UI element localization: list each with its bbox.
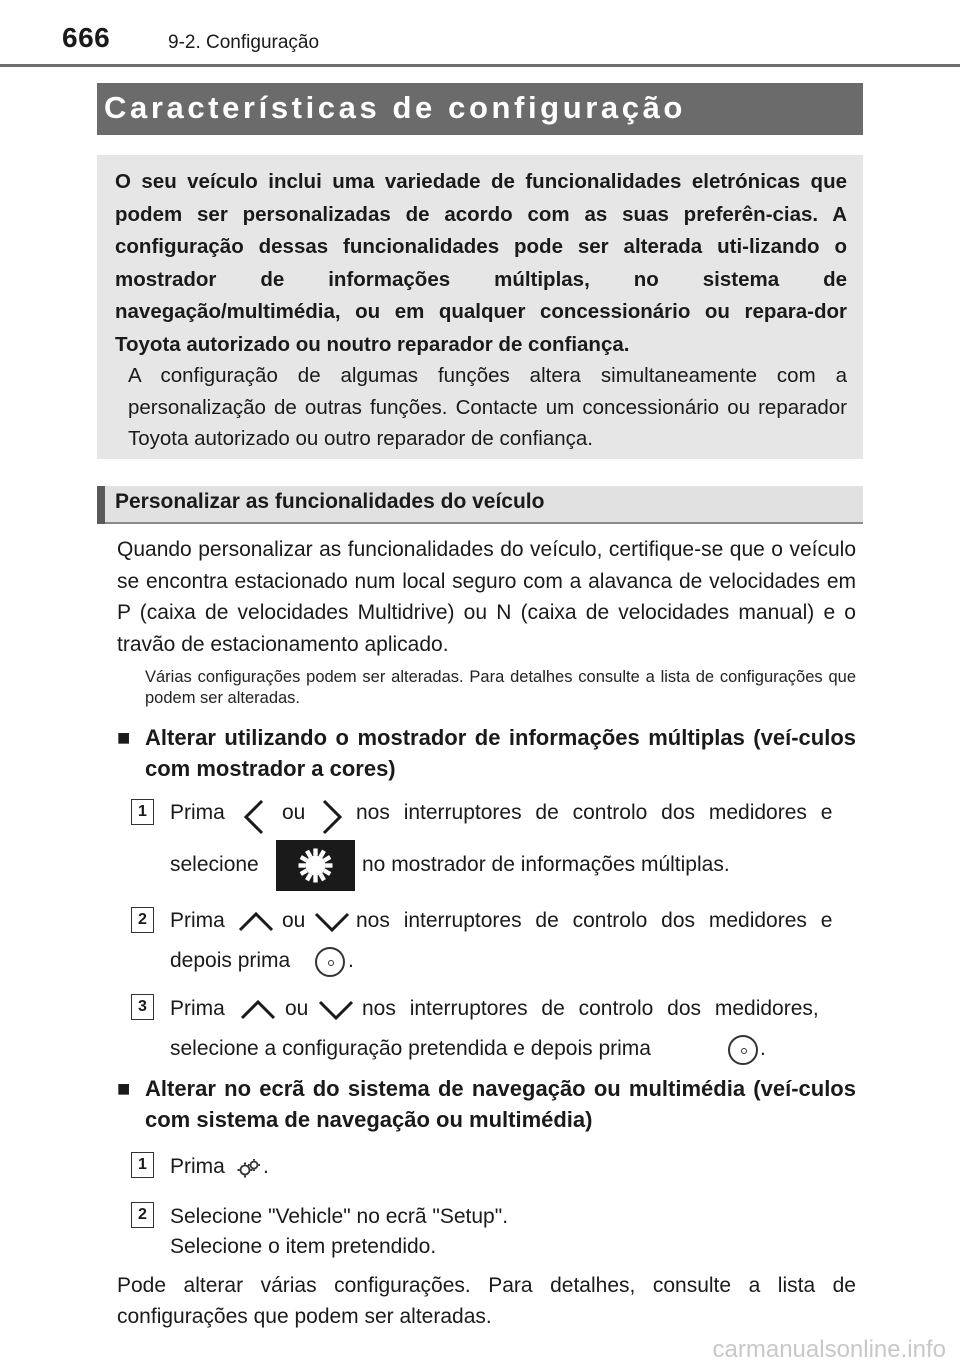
page-number: 666: [62, 22, 111, 53]
intro-bold-text: O seu veículo inclui uma variedade de funcionalidades eletrónicas que podem ser personalizadas de acordo com as suas preferên-cias. A configuração dessas funcionalidades pode ser alterada uti-lizando o mostrador de informações múltiplas, no sistema de navegação/multimédia, ou em qualquer concessionário ou repara-dor Toyota autorizado ou noutro reparador de confiança.: [115, 170, 847, 356]
step-text: ou: [285, 997, 309, 1020]
step-text: depois prima: [170, 949, 291, 972]
header-divider: [0, 64, 960, 67]
setup-gears-icon: [237, 1158, 261, 1180]
chevron-right-icon: [320, 799, 344, 835]
closing-paragraph: Pode alterar várias configurações. Para detalhes, consulte a lista de configurações que podem ser alteradas.: [117, 1274, 856, 1328]
chevron-left-icon: [242, 799, 266, 835]
step-text: .: [760, 1037, 766, 1060]
watermark: carmanualsonline.info: [712, 1336, 946, 1363]
step-text: .: [348, 949, 354, 972]
step-number: 2: [131, 1202, 154, 1228]
step-text: selecione a configuração pretendida e depois prima: [170, 1037, 651, 1060]
step-text: Prima: [170, 997, 225, 1020]
step-text: nos interruptores de controlo dos medidores,: [362, 997, 819, 1020]
body-paragraph: Quando personalizar as funcionalidades do veículo, certifique-se que o veículo se encontra estacionado num local seguro com a alavanca de velocidades em P (caixa de velocidades Multidrive) ou N (caixa de velocidades manual) e o travão de estacionamento aplicado.: [117, 538, 856, 656]
bullet-square-icon: ■: [117, 725, 131, 750]
step-text: nos interruptores de controlo dos medidores e: [356, 801, 833, 824]
step-text: .: [263, 1155, 269, 1178]
step-number: 2: [131, 907, 154, 933]
chevron-down-icon: [314, 910, 350, 934]
section-a-heading: Alterar utilizando o mostrador de informações múltiplas (veí-culos com mostrador a cores): [145, 725, 856, 781]
step-text: nos interruptores de controlo dos medidores e: [356, 909, 833, 932]
step-text: Selecione o item pretendido.: [170, 1235, 437, 1258]
step-text: Prima: [170, 1155, 225, 1178]
step-text: Prima: [170, 801, 225, 824]
chevron-down-icon: [318, 998, 354, 1022]
step-number: 1: [131, 799, 154, 825]
chevron-up-icon: [238, 910, 274, 934]
subheading: Personalizar as funcionalidades do veículo: [115, 490, 545, 513]
step-text: ou: [282, 801, 306, 824]
ok-button-icon: [315, 947, 345, 977]
section-b-heading: Alterar no ecrã do sistema de navegação ou multimédia (veí-culos com sistema de navegação ou multimédia): [145, 1076, 856, 1132]
step-text: selecione: [170, 853, 259, 876]
bullet-square-icon: ■: [117, 1076, 131, 1101]
step-number: 3: [131, 994, 154, 1020]
step-text: Selecione "Vehicle" no ecrã "Setup".: [170, 1205, 509, 1228]
intro-note-text: A configuração de algumas funções altera simultaneamente com a personalização de outras funções. Contacte um concessionário ou reparador Toyota autorizado ou outro reparador de confiança.: [128, 364, 847, 450]
ok-button-icon: [728, 1035, 758, 1065]
subheading-accent: [97, 486, 105, 524]
small-note: Várias configurações podem ser alteradas. Para detalhes consulte a lista de configurações que podem ser alteradas.: [145, 668, 856, 707]
section-reference: 9-2. Configuração: [168, 32, 320, 53]
step-number: 1: [131, 1152, 154, 1178]
step-text: Prima: [170, 909, 225, 932]
chevron-up-icon: [240, 998, 276, 1022]
step-text: ou: [282, 909, 306, 932]
settings-gear-icon: [276, 840, 355, 891]
page-title: Características de configuração: [104, 90, 686, 125]
step-text: no mostrador de informações múltiplas.: [362, 853, 730, 876]
